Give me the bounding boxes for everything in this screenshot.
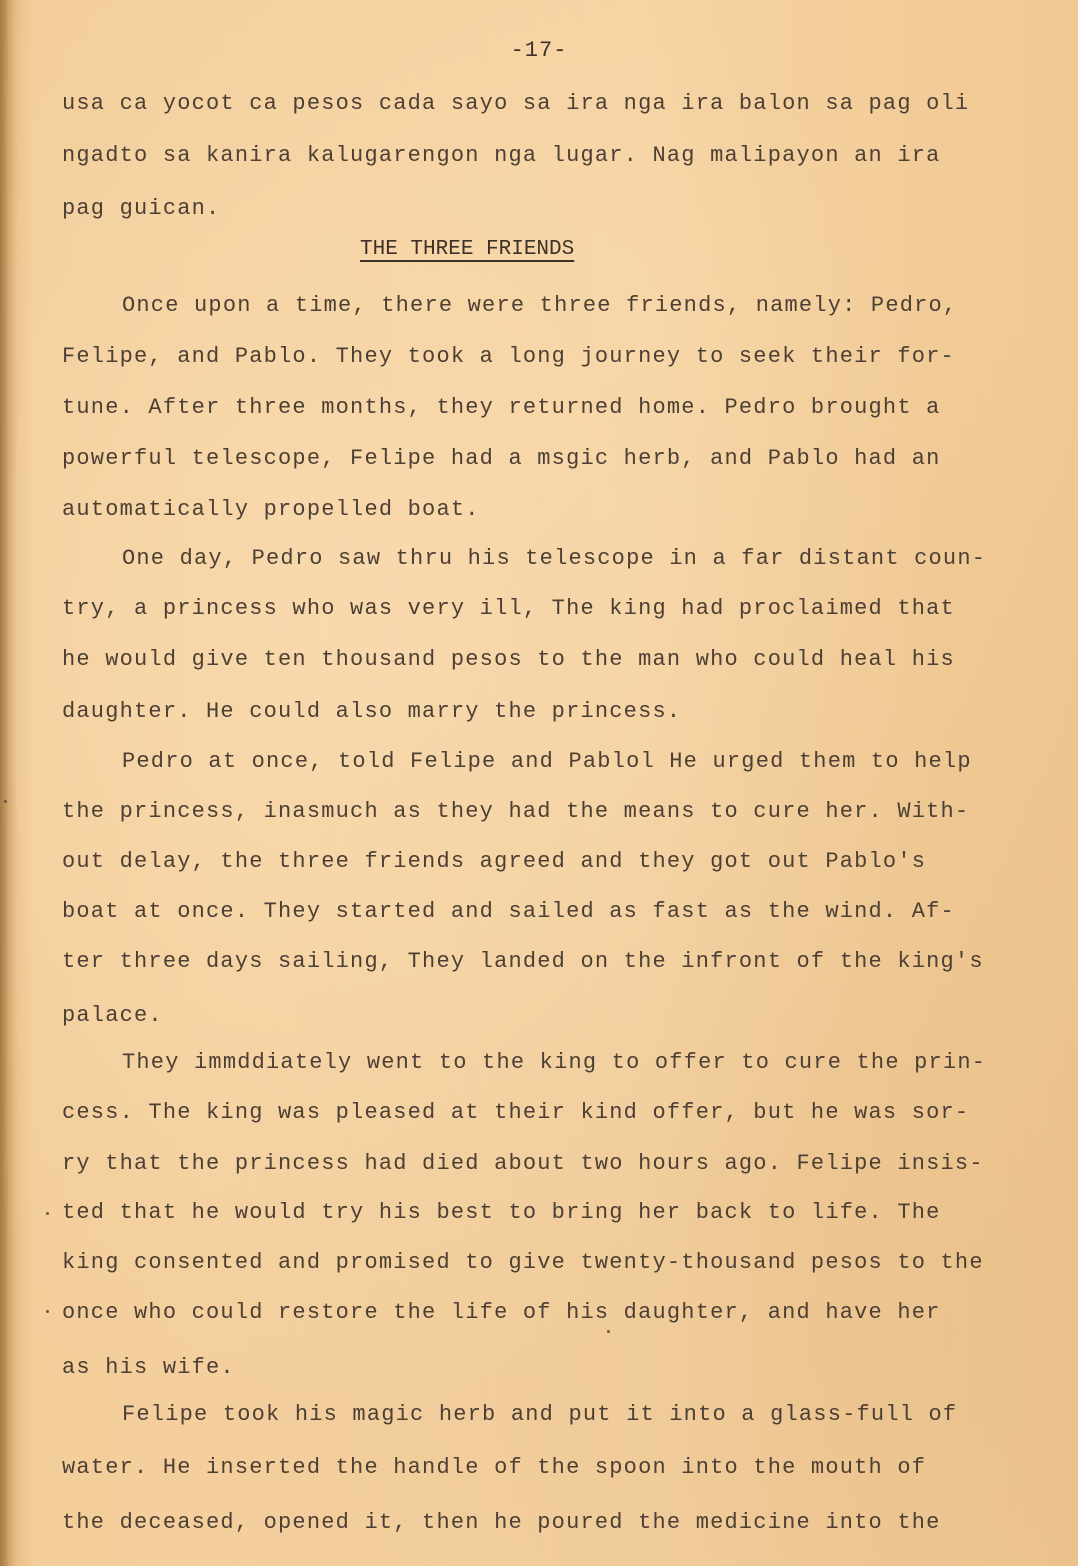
section-heading: THE THREE FRIENDS: [360, 238, 575, 261]
text-line: tune. After three months, they returned home. Pedro brought a: [62, 395, 941, 420]
text-line: pag guican.: [62, 196, 221, 221]
page-number: -17-: [510, 38, 568, 63]
text-line: ry that the princess had died about two hours ago. Felipe insis-: [62, 1151, 984, 1176]
text-line: ter three days sailing, They landed on the infront of the king's: [62, 949, 984, 974]
text-line: palace.: [62, 1003, 163, 1028]
text-line: ted that he would try his best to bring her back to life. The: [62, 1200, 941, 1225]
text-line: Once upon a time, there were three friends, namely: Pedro,: [122, 293, 958, 318]
text-line: as his wife.: [62, 1355, 235, 1380]
text-line: ngadto sa kanira kalugarengon nga lugar. Nag malipayon an ira: [62, 143, 941, 168]
paper-speck: [46, 1212, 49, 1215]
text-line: water. He inserted the handle of the spoon into the mouth of: [62, 1455, 927, 1480]
text-line: daughter. He could also marry the princess.: [62, 699, 682, 724]
text-line: boat at once. They started and sailed as fast as the wind. Af-: [62, 899, 955, 924]
text-line: out delay, the three friends agreed and they got out Pablo's: [62, 849, 927, 874]
text-line: Pedro at once, told Felipe and Pablol He urged them to help: [122, 749, 972, 774]
text-line: usa ca yocot ca pesos cada sayo sa ira nga ira balon sa pag oli: [62, 91, 970, 116]
text-line: One day, Pedro saw thru his telescope in a far distant coun-: [122, 546, 987, 571]
paper-speck: [46, 1310, 49, 1313]
text-line: once who could restore the life of his daughter, and have her: [62, 1300, 941, 1325]
text-line: automatically propelled boat.: [62, 497, 480, 522]
text-line: the princess, inasmuch as they had the means to cure her. With-: [62, 799, 970, 824]
text-line: king consented and promised to give twenty-thousand pesos to the: [62, 1250, 984, 1275]
text-line: Felipe took his magic herb and put it into a glass-full of: [122, 1402, 958, 1427]
text-line: the deceased, opened it, then he poured the medicine into the: [62, 1510, 941, 1535]
paper-speck: [607, 1330, 610, 1333]
text-line: Felipe, and Pablo. They took a long journey to seek their for-: [62, 344, 955, 369]
page-edge-shadow: [0, 0, 18, 1566]
paper-speck: [4, 800, 7, 803]
text-line: They immddiately went to the king to offer to cure the prin-: [122, 1050, 987, 1075]
text-line: powerful telescope, Felipe had a msgic herb, and Pablo had an: [62, 446, 941, 471]
text-line: cess. The king was pleased at their kind offer, but he was sor-: [62, 1100, 970, 1125]
text-line: try, a princess who was very ill, The king had proclaimed that: [62, 596, 955, 621]
text-line: he would give ten thousand pesos to the man who could heal his: [62, 647, 955, 672]
